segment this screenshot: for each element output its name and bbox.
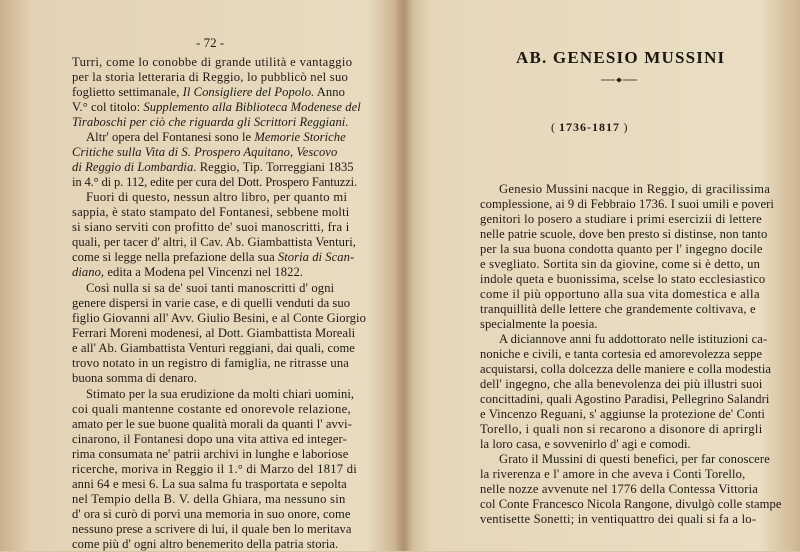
text-line: figlio Giovanni all' Avv. Giulio Besini, e al Conte Giorgio [72,311,366,325]
text-line: e all' Ab. Giambattista Venturi reggiani, dai quali, come [72,341,355,355]
text-line: ricerche, moriva in Reggio il 1.° di Marzo del 1817 di [72,462,358,476]
text-line: genitori lo posero a studiare i primi esercizii di lettere [480,212,762,226]
text-line: buona somma di denaro. [72,371,197,385]
text-line: sappia, è stato stampato del Fontanesi, sebbene molti [72,205,350,219]
chapter-title: AB. GENESIO MUSSINI [516,48,726,67]
text-line: concittadini, quali Agostino Paradisi, Pellegrino Salandri [480,392,770,406]
text-line: rima consumata ne' patrii archivi in lunghe e laboriose [72,447,349,461]
text-line: Critiche sulla Vita di S. Prospero Aquitano, Vescovo [72,145,338,159]
text-line: come più d' ogni altro benemerito della patria storia. [72,537,339,551]
text-line: genere dispersi in varie case, e di quelli venduti da suo [72,296,351,310]
text-line: come si legge nella prefazione della sua Storia di Scan- [72,250,355,264]
left-page [0,0,398,551]
text-line: nelle nozze avvenute nel 1776 della Contessa Vittoria [480,482,758,496]
text-line: in 4.° di p. 112, edite per cura del Dott. Prospero Fantuzzi. [72,175,358,189]
text-line: Ferrari Moreni modenesi, al Dott. Giambattista Moreali [72,326,356,340]
text-line: d' ora si curò di porvi una memoria in suo onore, come [72,507,351,521]
text-line: e Vincenzo Reguani, s' aggiunse la protezione de' Conti [480,407,765,421]
text-line: Così nulla si sa de' suoi tanti manoscritti d' ogni [86,281,335,295]
text-line: tranquillità delle lettere che grandemente coltivava, e [480,302,756,316]
right-page [404,0,800,551]
text-line: Fuori di questo, nessun altro libro, per quanto mi [86,190,348,204]
text-line: di Reggio di Lombardia. Reggio, Tip. Torreggiani 1835 [72,160,354,174]
text-line: nessuno prese a scrivere di lui, il quale ben lo meritava [72,522,352,536]
text-line: complessione, ai 9 di Febbraio 1736. I suoi umili e poveri [480,197,774,211]
text-line: acquistarsi, colla dolcezza delle maniere e colla modestia [480,362,772,376]
text-line: anni 64 e mesi 6. La sua salma fu trasportata e sepolta [72,477,347,491]
text-line: A diciannove anni fu addottorato nelle istituzioni ca- [499,332,768,346]
text-line: Altr' opera del Fontanesi sono le Memorie Storiche [86,130,346,144]
text-line: cinarono, il Fontanesi dopo una vita attiva ed integer- [72,432,347,446]
text-line: ventisette Sonetti; in ventiquattro dei quali si fa a lo- [480,512,757,526]
ornament-divider [601,77,637,83]
page-number: - 72 - [196,35,225,50]
text-line: per la sua buona condotta quanto per l' ingegno docile [480,242,763,256]
text-line: quali, per tacer d' altri, il Cav. Ab. Giambattista Venturi, [72,235,357,249]
text-line: si siano serviti con profitto de' suoi manoscritti, fra i [72,220,350,234]
text-line: amato per le sue buone qualità morali da quanti l' avvi- [72,417,352,431]
text-line: indole queta e buonissima, scelse lo stato ecclesiastico [480,272,766,286]
text-line: noniche e civili, e tanta cortesia ed amorevolezza seppe [480,347,763,361]
text-line: la loro casa, e sovvenirlo d' agi e comodi. [480,437,691,451]
text-line: Stimato per la sua erudizione da molti chiari uomini, [86,387,355,401]
text-line: come il più opportuno alla sua vita domestica e alla [480,287,760,301]
text-line: per la storia letteraria di Reggio, lo pubblicò nel suo [72,70,349,84]
text-line: e svegliato. Sortita sin da giovine, come si è detto, un [480,257,761,271]
text-line: nelle patrie scuole, dove ben presto si distinse, non tanto [480,227,768,241]
text-line: la riverenza e l' amore in che aveva i Conti Torello, [480,467,746,481]
text-line: specialmente la poesia. [480,317,598,331]
text-line: coi quali mantenne costante ed onorevole relazione, [72,402,352,416]
text-line: trovo notato in un registro di famiglia, ne ritrasse una [72,356,350,370]
life-dates: ( 1736-1817 ) [551,120,628,134]
text-line: diano, edita a Modena pel Vincenzi nel 1822. [72,265,303,279]
text-line: Tiraboschi per ciò che riguarda gli Scrittori Reggiani. [72,115,349,129]
text-line: V.° col titolo: Supplemento alla Biblioteca Modenese del [72,100,361,114]
text-line: Torello, i quali non si recarono a disonore di aprirgli [480,422,763,436]
text-line: col Conte Francesco Nicola Rangone, divulgò colle stampe [480,497,782,511]
text-line: dell' ingegno, che alla benevolenza dei più illustri suoi [480,377,763,391]
text-line: Grato il Mussini di questi benefici, per far conoscere [499,452,770,466]
text-line: nel Tempio della B. V. della Ghiara, ma nessuno sin [72,492,346,506]
text-line: foglietto settimanale, Il Consigliere del Popolo. Anno [72,85,345,99]
text-line: Turri, come lo conobbe di grande utilità e vantaggio [72,55,353,69]
text-line: Genesio Mussini nacque in Reggio, di gracilissima [499,182,771,196]
